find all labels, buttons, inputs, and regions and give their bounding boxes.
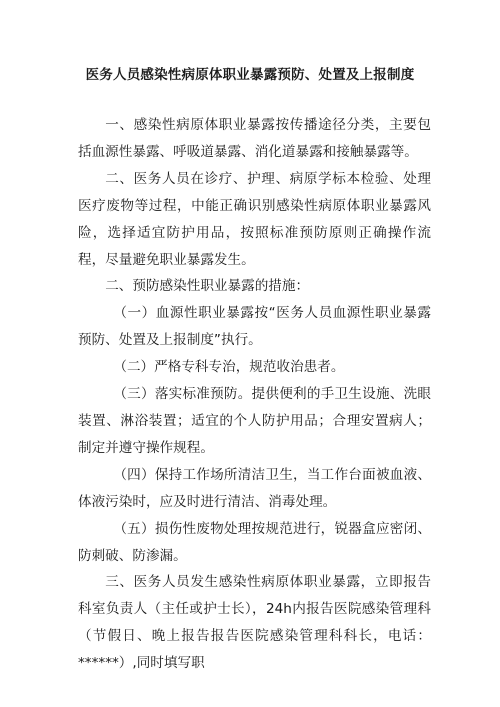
paragraph-measure-3: （三）落实标准预防。提供便利的手卫生设施、洗眼装置、淋浴装置；适宜的个人防护用品；合理安置病人；制定并遵守操作规程。 bbox=[78, 386, 431, 456]
paragraph-measures-heading: 二、预防感染性职业暴露的措施： bbox=[105, 278, 310, 295]
paragraph-measure-4: （四）保持工作场所清洁卫生，当工作台面被血液、体液污染时，应及时进行清洁、消毒处理。 bbox=[78, 466, 431, 510]
paragraph-measure-1: （一）血源性职业暴露按“医务人员血源性职业暴露预防、处置及上报制度”执行。 bbox=[78, 305, 431, 349]
document-body bbox=[78, 112, 431, 677]
document-title: 医务人员感染性病原体职业暴露预防、处置及上报制度 bbox=[85, 67, 415, 83]
paragraph-risk-awareness: 二、医务人员在诊疗、护理、病原学标本检验、处理医疗废物等过程，中能正确识别感染性病原体职业暴露风险，选择适宜防护用品，按照标准预防原则正确操作流程，尽量避免职业暴露发生。 bbox=[78, 170, 431, 268]
paragraph-measure-2: （二）严格专科专治，规范收治患者。 bbox=[113, 359, 345, 376]
paragraph-measure-5: （五）损伤性废物处理按规范进行，锐器盒应密闭、防刺破、防渗漏。 bbox=[78, 520, 431, 564]
paragraph-classification: 一、感染性病原体职业暴露按传播途径分类，主要包括血源性暴露、呼吸道暴露、消化道暴露和接触暴露等。 bbox=[78, 117, 431, 160]
paragraph-reporting: 三、医务人员发生感染性病原体职业暴露，立即报告科室负责人（主任或护士长），24h内报告医院感染管理科（节假日、晚上报告报告医院感染管理科科长，电话：******）,同时填写职 bbox=[78, 574, 431, 672]
